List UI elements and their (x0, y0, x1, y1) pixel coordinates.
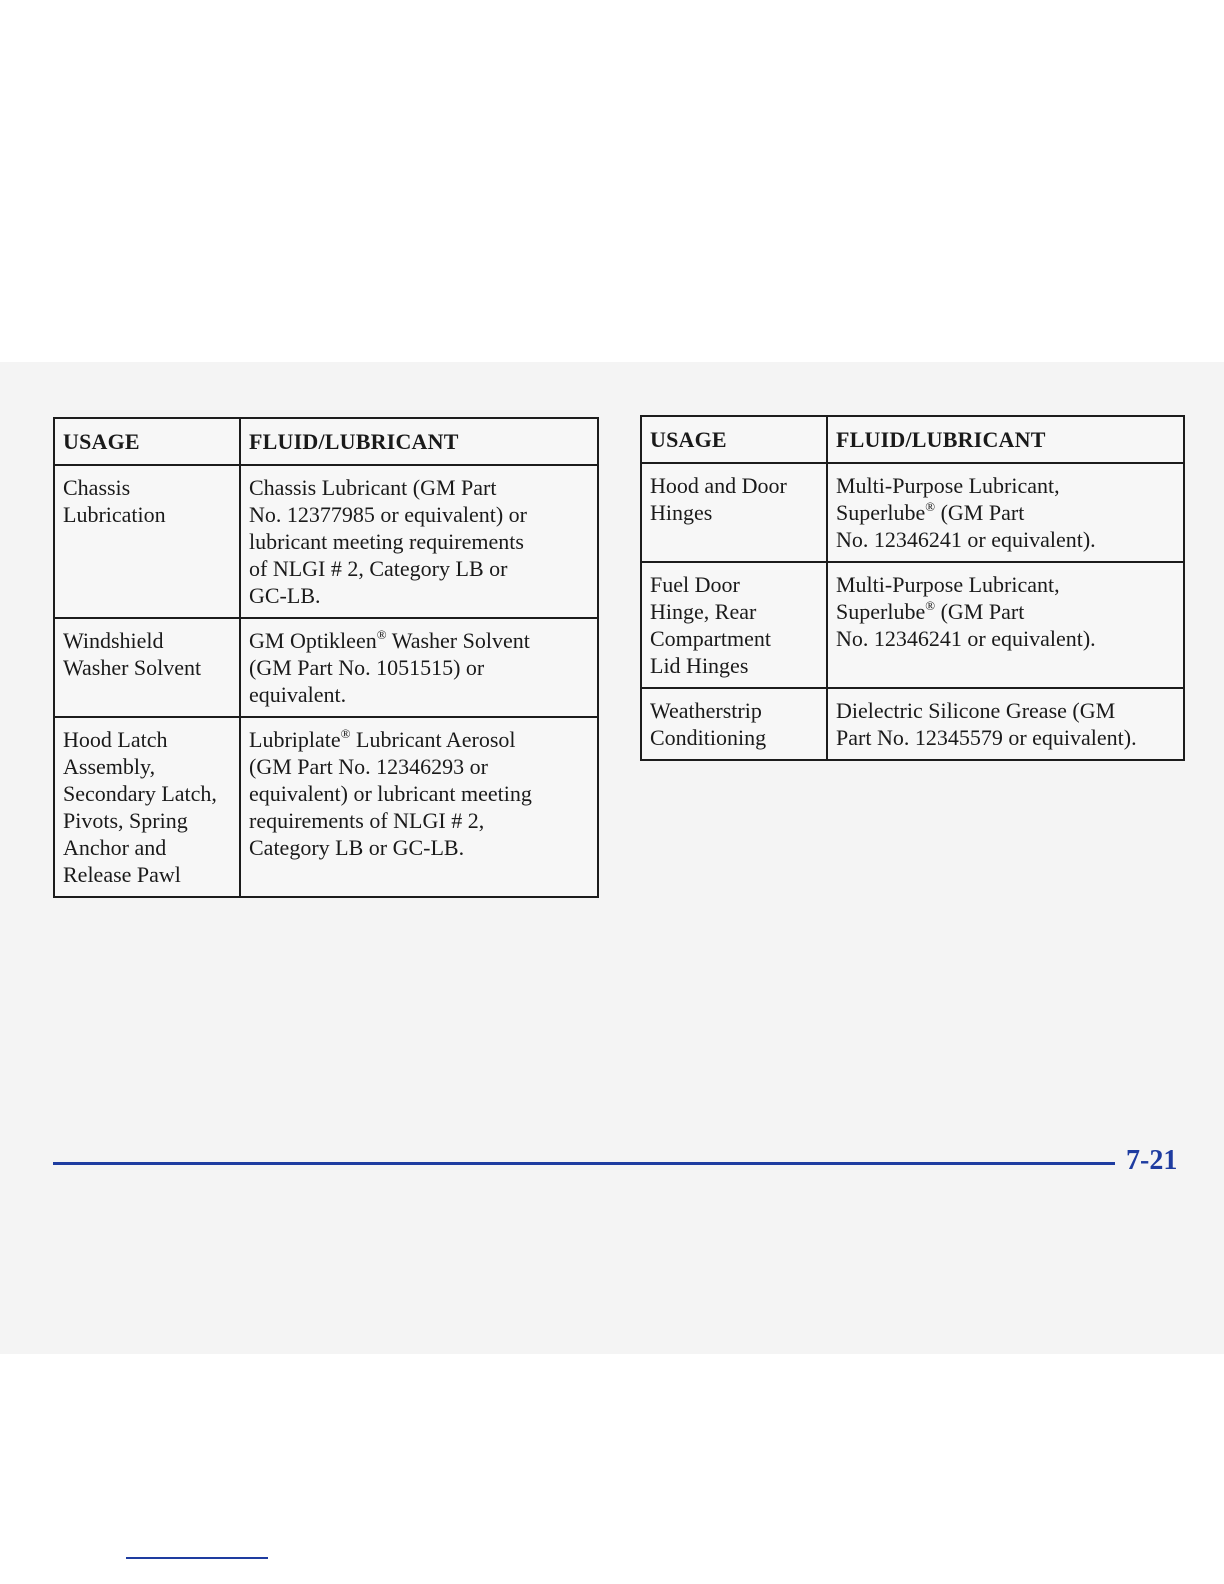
fluid-line: of NLGI # 2, Category LB or (249, 556, 508, 581)
fluid-line: lubricant meeting requirements (249, 529, 524, 554)
fluid-lubricant-header: FLUID/LUBRICANT (240, 418, 598, 465)
usage-cell (54, 717, 240, 897)
usage-line: Conditioning (650, 725, 767, 750)
usage-line: Release Pawl (63, 862, 181, 887)
fluid-line: (GM Part No. 12346293 or (249, 754, 488, 779)
fluid-line: GC-LB. (249, 583, 321, 608)
fluid-line: No. 12377985 or equivalent) or (249, 502, 527, 527)
fluid-line: Dielectric Silicone Grease (GM (836, 698, 1116, 723)
usage-line: Hood Latch (63, 727, 168, 752)
fluid-cell (827, 463, 1184, 562)
usage-line: Weatherstrip (650, 698, 762, 723)
footer-rule (53, 1162, 1115, 1165)
usage-header: USAGE (54, 418, 240, 465)
usage-line: Hinges (650, 500, 713, 525)
fluid-text: Lubricant Aerosol (350, 727, 516, 752)
fluid-cell (827, 562, 1184, 688)
fluid-cell (240, 465, 598, 618)
fluid-line: requirements of NLGI # 2, (249, 808, 485, 833)
usage-line: Hinge, Rear (650, 599, 757, 624)
usage-line: Windshield (63, 628, 164, 653)
usage-cell (641, 688, 827, 760)
fluid-line: Category LB or GC-LB. (249, 835, 465, 860)
registered-mark: ® (925, 598, 936, 613)
usage-cell (641, 562, 827, 688)
table-row (641, 562, 1184, 688)
fluid-line: equivalent. (249, 682, 347, 707)
fluid-text: (GM Part (935, 599, 1025, 624)
registered-mark: ® (340, 726, 351, 741)
fluid-line: Multi-Purpose Lubricant, (836, 572, 1060, 597)
fluid-product-name: GM Optikleen (249, 628, 377, 653)
fluid-line: (GM Part No. 1051515) or (249, 655, 485, 680)
table-header-row (54, 418, 598, 465)
table-row (54, 717, 598, 897)
usage-line: Anchor and (63, 835, 167, 860)
usage-line: Washer Solvent (63, 655, 202, 680)
usage-line: Compartment (650, 626, 771, 651)
usage-cell (54, 618, 240, 717)
fluid-line: No. 12346241 or equivalent). (836, 626, 1096, 651)
page-number: 7-21 (1126, 1145, 1178, 1176)
usage-line: Lid Hinges (650, 653, 749, 678)
lubricant-table-left (53, 417, 599, 898)
fluid-product-name: Superlube (836, 500, 926, 525)
fluid-line: No. 12346241 or equivalent). (836, 527, 1096, 552)
usage-line: Secondary Latch, (63, 781, 217, 806)
table-row (641, 688, 1184, 760)
usage-cell (54, 465, 240, 618)
fluid-cell (827, 688, 1184, 760)
fluid-cell (240, 618, 598, 717)
bottom-link-underline (126, 1557, 268, 1559)
usage-line: Pivots, Spring (63, 808, 188, 833)
usage-line: Fuel Door (650, 572, 740, 597)
fluid-line: Chassis Lubricant (GM Part (249, 475, 497, 500)
table-row (54, 618, 598, 717)
fluid-text: (GM Part (935, 500, 1025, 525)
table-row (54, 465, 598, 618)
fluid-cell (240, 717, 598, 897)
registered-mark: ® (376, 627, 387, 642)
fluid-line: Multi-Purpose Lubricant, (836, 473, 1060, 498)
usage-line: Chassis (63, 475, 131, 500)
table-header-row (641, 416, 1184, 463)
fluid-product-name: Superlube (836, 599, 926, 624)
usage-line: Assembly, (63, 754, 156, 779)
usage-cell (641, 463, 827, 562)
usage-line: Lubrication (63, 502, 166, 527)
fluid-product-name: Lubriplate (249, 727, 341, 752)
fluid-text: Washer Solvent (386, 628, 530, 653)
fluid-line: equivalent) or lubricant meeting (249, 781, 532, 806)
fluid-line: Part No. 12345579 or equivalent). (836, 725, 1137, 750)
registered-mark: ® (925, 499, 936, 514)
usage-line: Hood and Door (650, 473, 787, 498)
usage-header: USAGE (641, 416, 827, 463)
table-row (641, 463, 1184, 562)
lubricant-table-right (640, 415, 1185, 761)
fluid-lubricant-header: FLUID/LUBRICANT (827, 416, 1184, 463)
